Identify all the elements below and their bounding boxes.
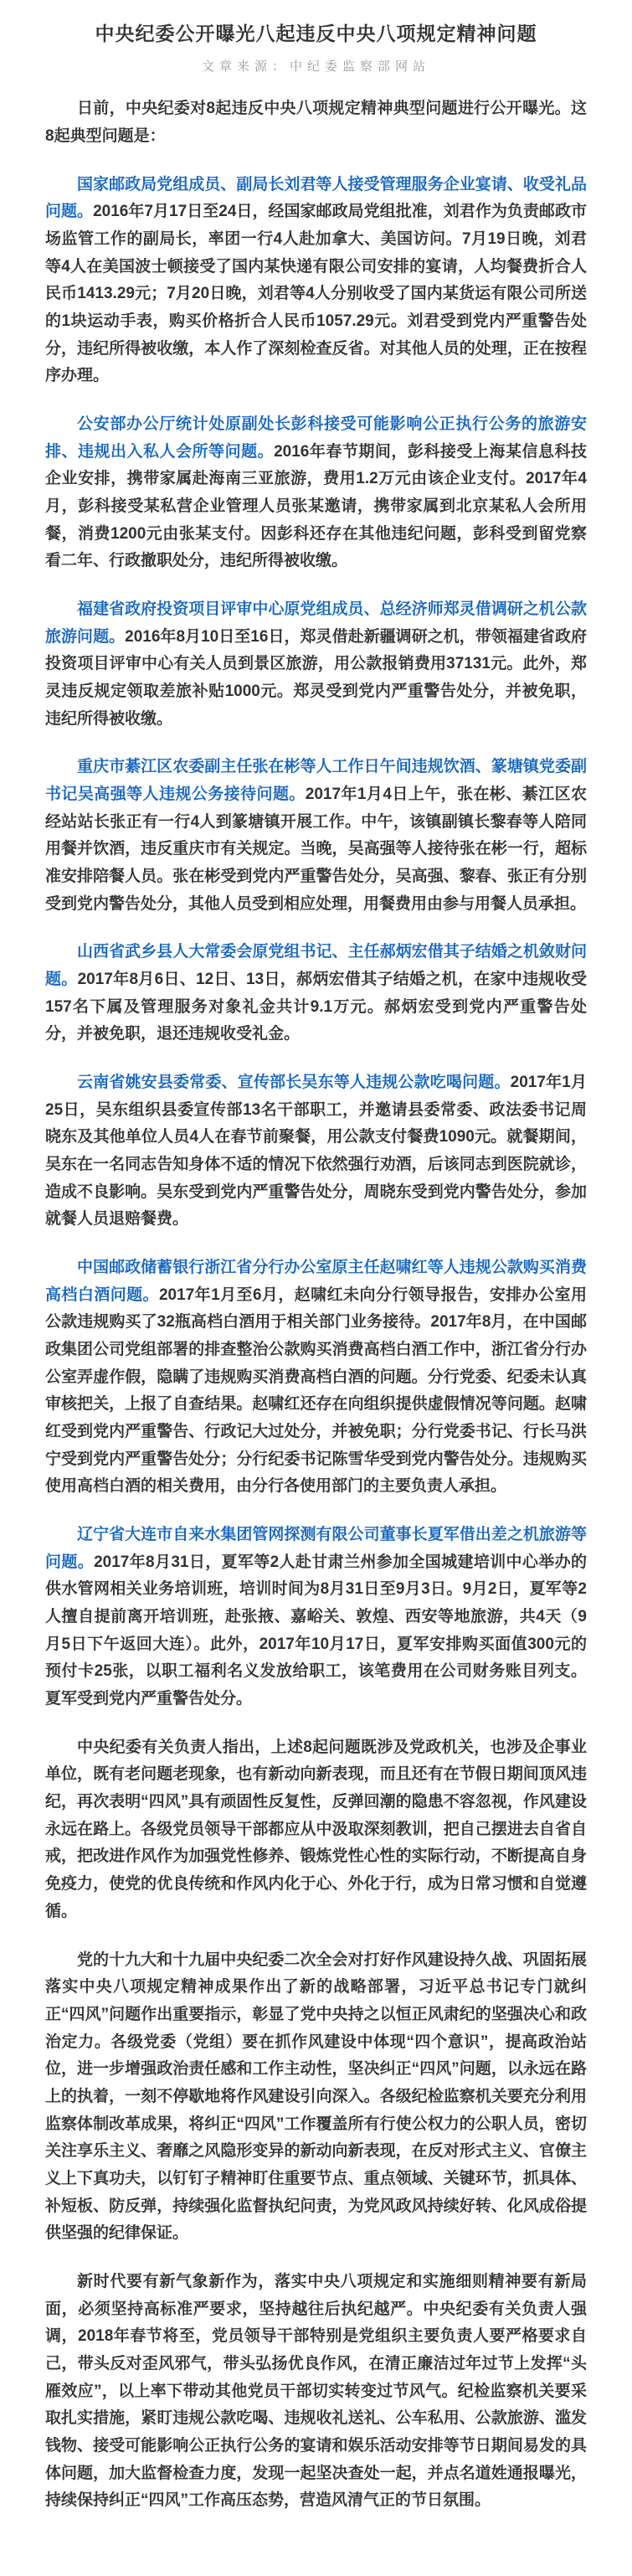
case-lead-2: 公安部办公厅统计处原副处长彭科接受可能影响公正执行公务的旅游安排、违规出入私人会所等问题。 [45, 415, 587, 461]
case-body-5: 2017年8月6日、12日、13日，郝炳宏借其子结婚之机，在家中违规收受157名下属及管理服务对象礼金共计9.1万元。郝炳宏受到党内严重警告处分，并被免职，退还违规收受礼金。 [45, 971, 587, 1043]
case-lead-5: 山西省武乡县人大常委会原党组书记、主任郝炳宏借其子结婚之机敛财问题。 [45, 943, 587, 988]
case-paragraph-1 [45, 172, 587, 390]
case-lead-1: 国家邮政局党组成员、副局长刘君等人接受管理服务企业宴请、收受礼品问题。 [45, 175, 587, 221]
case-body-1: 2016年7月17日至24日，经国家邮政局党组批准，刘君作为负责邮政市场监管工作的副局长，率团一行4人赴加拿大、美国访问。7月19日晚，刘君等4人在美国波士顿接受了国内某快递有限公司安排的宴请，人均餐费折合人民币1413.29元；7月20日晚，刘君等4人分别收受了国内某货运有限公司所送的1块运动手表，购买价格折合人民币1057.29元。刘君受到党内严重警告处分，违纪所得被收缴，本人作了深刻检查反省。对其他人员的处理，正在按程序办理。 [45, 203, 587, 385]
page-title: 中央纪委公开曝光八起违反中央八项规定精神问题 [95, 23, 537, 44]
case-paragraph-8 [45, 1522, 587, 1713]
case-lead-6: 云南省姚安县委常委、宣传部长吴东等人违规公款吃喝问题。 [77, 1074, 511, 1092]
case-paragraph-3 [45, 596, 587, 733]
case-paragraph-6 [45, 1069, 587, 1234]
intro-paragraph: 日前，中央纪委对8起违反中央八项规定精神典型问题进行公开曝光。这8起典型问题是： [45, 100, 587, 145]
closing-paragraph-2: 党的十九大和十九届中央纪委二次全会对打好作风建设持久战、巩固拓展落实中央八项规定精神成果作出了新的战略部署，习近平总书记专门就纠正“四风”问题作出重要指示，彰显了党中央持之以恒正风肃纪的坚强决心和政治定力。各级党委（党组）要在抓作风建设中体现“四个意识”，提高政治站位，进一步增强政治责任感和工作主动性，坚决纠正“四风”问题，以永远在路上的执着，一刻不停歇地将作风建设引向深入。各级纪检监察机关要充分利用监察体制改革成果，将纠正“四风”工作覆盖所有行使公权力的公职人员，密切关注享乐主义、奢靡之风隐形变异的新动向新表现，在反对形式主义、官僚主义上下真功夫，以钉钉子精神盯住重要节点、重点领域、关键环节，抓具体、补短板、防反弹，持续强化监督执纪问责，为党风政风持续好转、化风成俗提供坚强的纪律保证。 [45, 1950, 587, 2243]
case-lead-7: 中国邮政储蓄银行浙江省分行办公室原主任赵啸红等人违规公款购买消费高档白酒问题。 [45, 1259, 587, 1304]
case-body-4: 2017年1月4日上午，张在彬、綦江区农经站站长张正有一行4人到篆塘镇开展工作。中午，该镇副镇长黎春等人陪同用餐并饮酒，违反重庆市有关规定。当晚，吴高强等人接待张在彬一行，超标准安排陪餐人员。张在彬受到党内严重警告处分，吴高强、黎春、张正有分别受到党内警告处分，其他人员受到相应处理，用餐费用由参与用餐人员承担。 [45, 785, 587, 913]
article-source-line: 文章来源：中纪委监察部网站 [201, 60, 430, 75]
case-body-3: 2016年8月10日至16日，郑灵借赴新疆调研之机，带领福建省政府投资项目评审中心有关人员到景区旅游，用公款报销费用37131元。此外，郑灵违反规定领取差旅补贴1000元。郑灵受到党内严重警告处分，并被免职，违纪所得被收缴。 [45, 627, 587, 728]
case-paragraph-4 [45, 754, 587, 918]
case-body-2: 2016年春节期间，彭科接受上海某信息科技企业安排，携带家属赴海南三亚旅游，费用1.2万元由该企业支付。2017年4月，彭科接受某私营企业管理人员张某邀请，携带家属到北京某私人会所用餐，消费1200元由张某支付。因彭科还存在其他违纪问题，彭科受到留党察看二年、行政撤职处分，违纪所得被收缴。 [45, 442, 587, 570]
case-lead-8: 辽宁省大连市自来水集团管网探测有限公司董事长夏军借出差之机旅游等问题。 [45, 1526, 587, 1571]
case-body-8: 2017年8月31日，夏军等2人赴甘肃兰州参加全国城建培训中心举办的供水管网相关业务培训班，培训时间为8月31日至9月3日。9月2日，夏军等2人擅自提前离开培训班，赴张掖、嘉峪关、敦煌、西安等地旅游，共4天（9月5日下午返回大连）。此外，2017年10月17日，夏军安排购买面值300元的预付卡25张，以职工福利名义发放给职工，该笔费用在公司财务账目列支。夏军受到党内严重警告处分。 [45, 1553, 587, 1708]
case-paragraph-2 [45, 411, 587, 575]
case-paragraph-7 [45, 1255, 587, 1501]
case-body-7: 2017年1月至6月，赵啸红未向分行领导报告，安排办公室用公款违规购买了32瓶高档白酒用于相关部门业务接待。2017年8月，在中国邮政集团公司党组部署的排查整治公款购买消费高档白酒工作中，浙江省分行办公室弄虚作假，隐瞒了违规购买消费高档白酒的问题。分行党委、纪委未认真审核把关，上报了自查结果。赵啸红还存在向组织提供虚假情况等问题。赵啸红受到党内严重警告、行政记大过处分，并被免职；分行党委书记、行长马洪宁受到党内严重警告处分；分行纪委书记陈雪华受到党内警告处分。违规购买使用高档白酒的相关费用，由分行各使用部门的主要负责人承担。 [45, 1285, 587, 1496]
article-body [45, 95, 587, 2515]
closing-paragraph-1: 中央纪委有关负责人指出，上述8起问题既涉及党政机关，也涉及企事业单位，既有老问题老现象，也有新动向新表现，而且还有在节假日期间顶风违纪，再次表明“四风”具有顽固性反复性，反弹回潮的隐患不容忽视，作风建设永远在路上。各级党员领导干部都应从中汲取深刻教训，把自己摆进去自省自戒，把改进作风作为加强党性修养、锻炼党性心性的实际行动，不断提高自身免疫力，使党的优良传统和作风内化于心、外化于行，成为日常习惯和自觉遵循。 [45, 1738, 587, 1920]
closing-paragraph-3: 新时代要有新气象新作为，落实中央八项规定和实施细则精神要有新局面，必须坚持高标准严要求，坚持越往后执纪越严。中央纪委有关负责人强调，2018年春节将至，党员领导干部特别是党组织主要负责人要严格要求自己，带头反对歪风邪气，带头弘扬优良作风，在清正廉洁过年过节上发挥“头雁效应”，以上率下带动其他党员干部切实转变过节风气。纪检监察机关要采取扎实措施，紧盯违规公款吃喝、违规收礼送礼、公车私用、公款旅游、滥发钱物、接受可能影响公正执行公务的宴请和娱乐活动安排等节日期间易发的具体问题，加大监督检查力度，发现一起坚决查处一起，并点名道姓通报曝光，持续保持纠正“四风”工作高压态势，营造风清气正的节日氛围。 [45, 2272, 587, 2510]
case-lead-4: 重庆市綦江区农委副主任张在彬等人工作日午间违规饮酒、篆塘镇党委副书记吴高强等人违规公务接待问题。 [45, 758, 587, 803]
case-paragraph-5 [45, 939, 587, 1048]
case-body-6: 2017年1月25日，吴东组织县委宣传部13名干部职工，并邀请县委常委、政法委书记周晓东及其他单位人员4人在春节前聚餐，用公款支付餐费1090元。就餐期间，吴东在一名同志告知身体不适的情况下依然强行劝酒，后该同志到医院就诊，造成不良影响。吴东受到党内严重警告处分，周晓东受到党内警告处分，参加就餐人员退赔餐费。 [45, 1074, 587, 1229]
case-lead-3: 福建省政府投资项目评审中心原党组成员、总经济师郑灵借调研之机公款旅游问题。 [45, 600, 587, 646]
